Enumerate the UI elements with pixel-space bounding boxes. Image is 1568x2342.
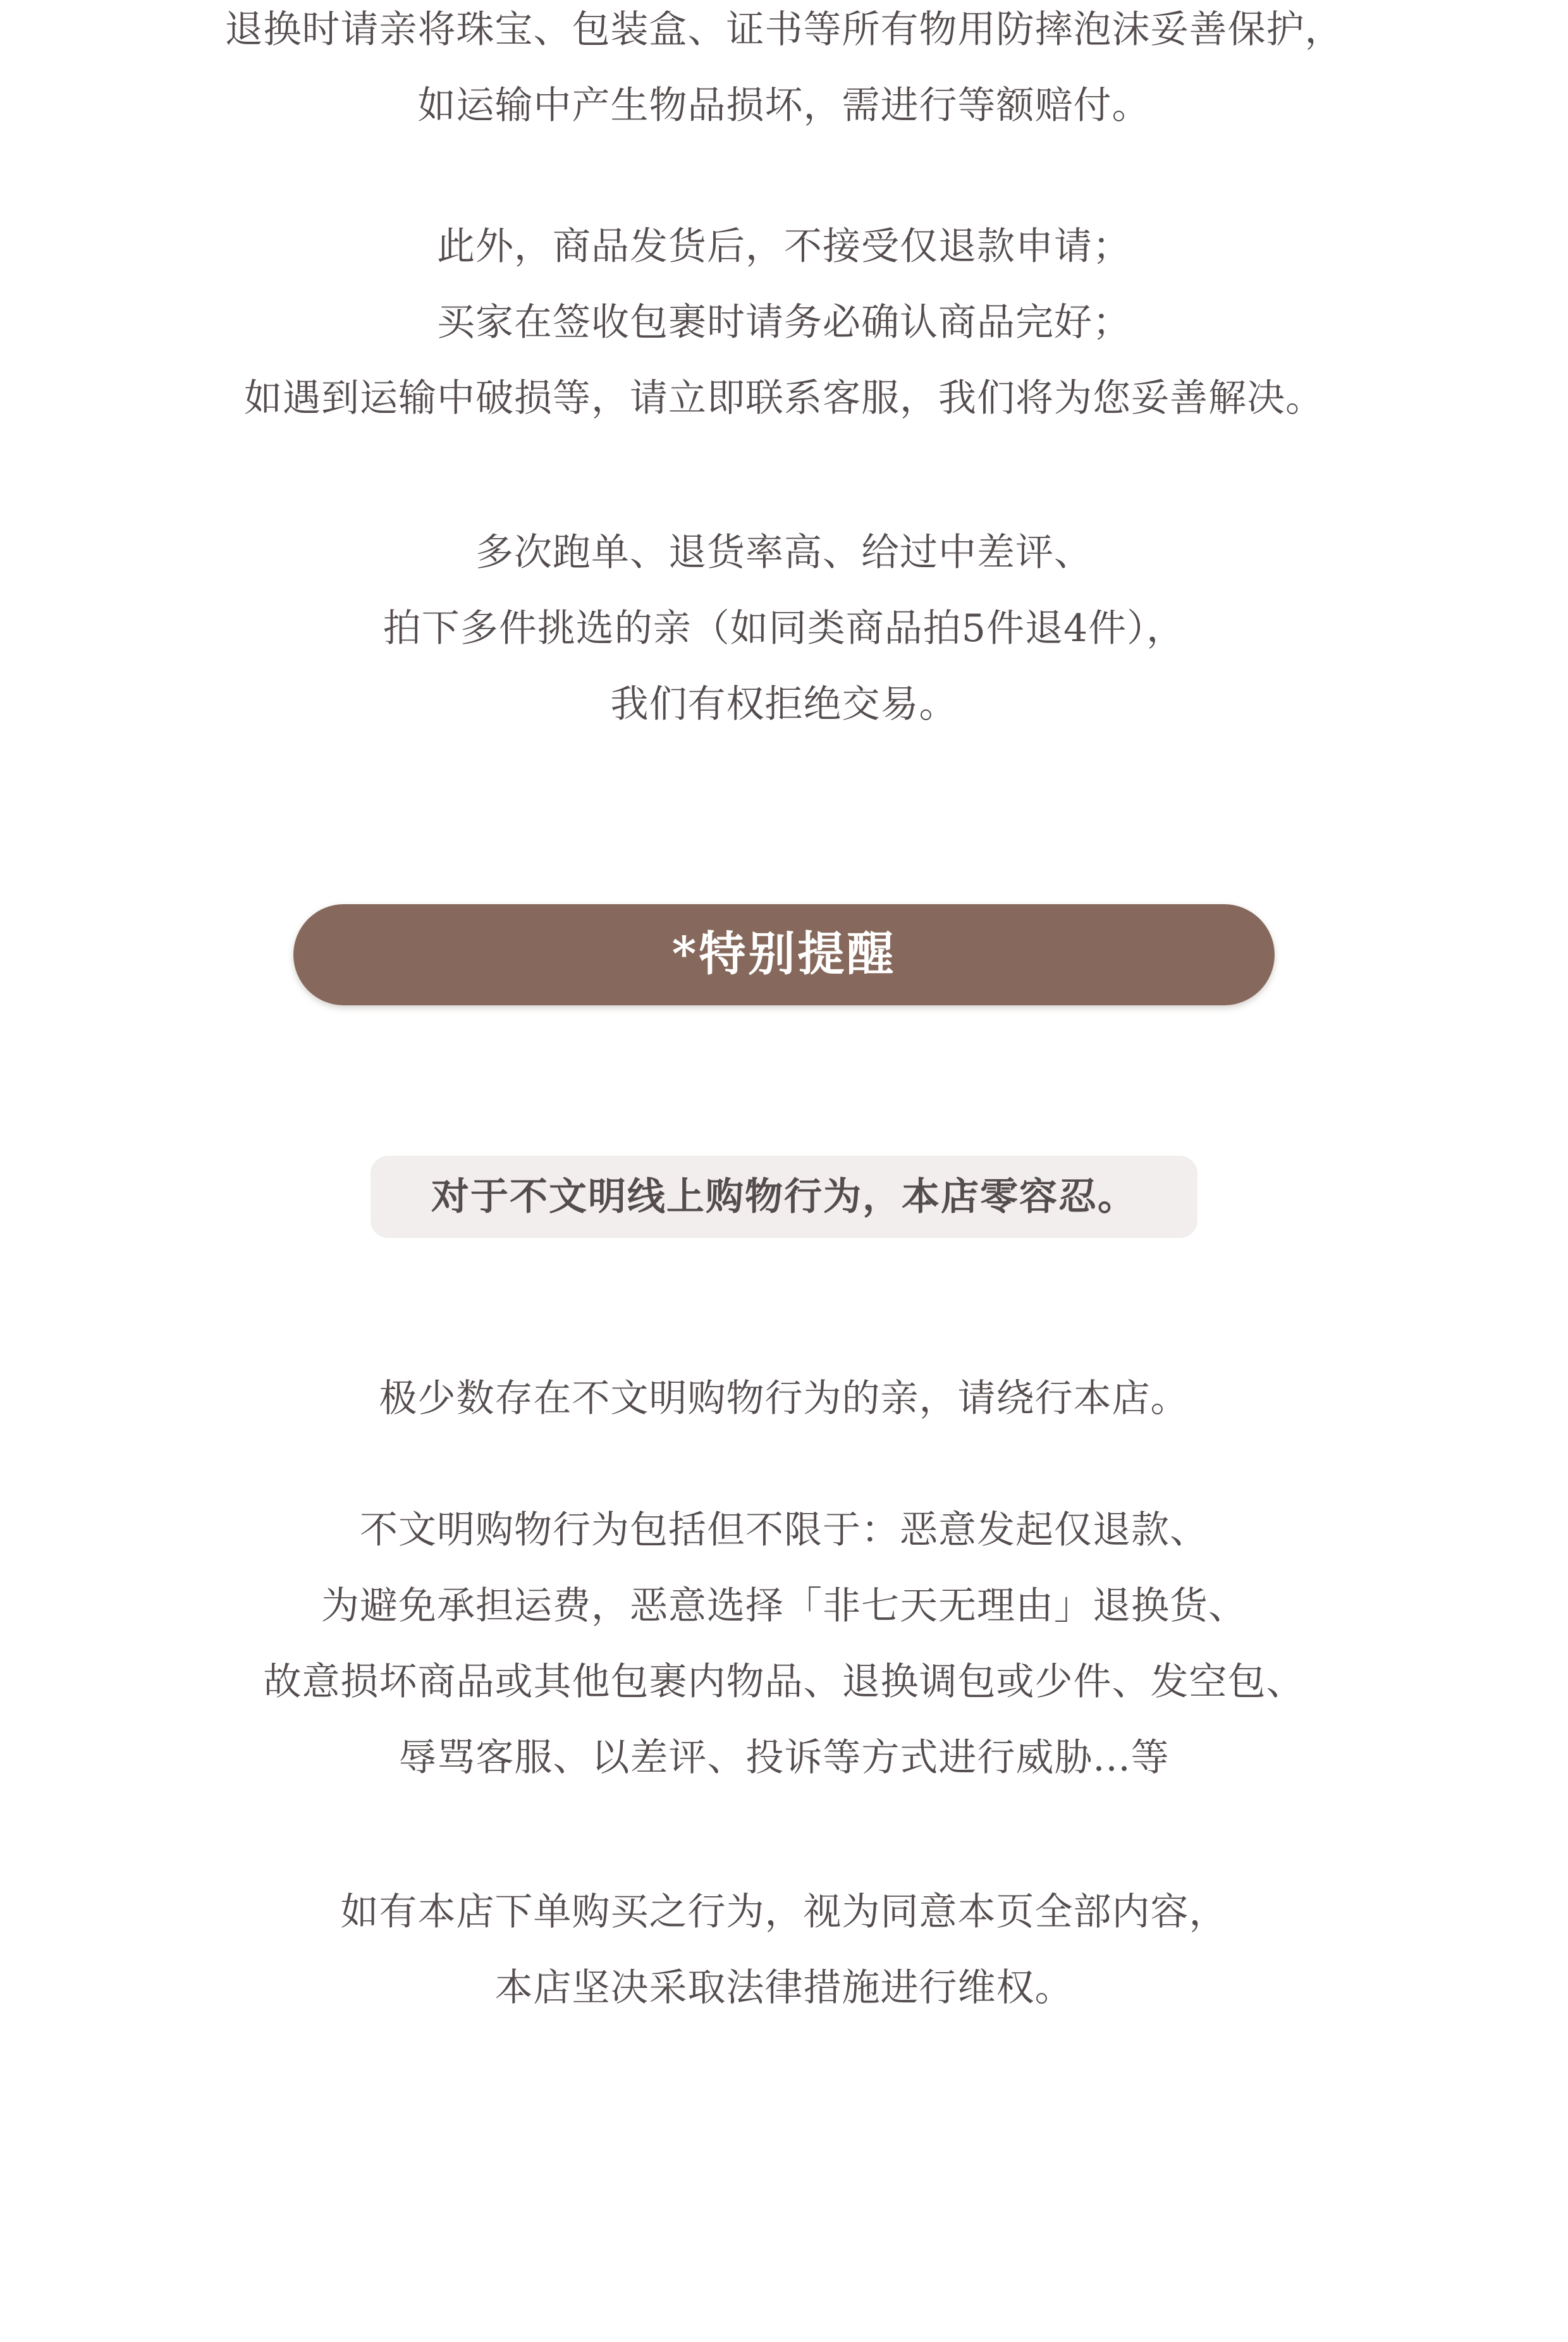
policy-line: 辱骂客服、以差评、投诉等方式进行威胁...等: [398, 1736, 1170, 1780]
avoid-store-notice: [0, 1361, 1568, 1437]
policy-line: 故意损坏商品或其他包裹内物品、退换调包或少件、发空包、: [263, 1660, 1305, 1704]
zero-tolerance-highlight: 对于不文明线上购物行为，本店零容忍。: [371, 1156, 1197, 1238]
zero-tolerance-row: [0, 1156, 1568, 1238]
uncivilized-behavior-list: [0, 1492, 1568, 1796]
return-packing-notice: [0, 0, 1568, 144]
policy-line: 买家在签收包裹时请务必确认商品完好；: [437, 300, 1131, 345]
refusal-of-service-notice: [0, 515, 1568, 742]
shipping-damage-notice: [0, 209, 1568, 436]
policy-line: 多次跑单、退货率高、给过中差评、: [475, 530, 1093, 575]
policy-line: 拍下多件挑选的亲（如同类商品拍5件退4件），: [383, 606, 1185, 651]
policy-line: 本店坚决采取法律措施进行维权。: [494, 1966, 1074, 2010]
policy-line: 此外，商品发货后，不接受仅退款申请；: [437, 224, 1131, 269]
special-reminder-badge: *特别提醒: [293, 904, 1275, 1005]
policy-line: 我们有权拒绝交易。: [610, 682, 958, 727]
policy-line: 如运输中产生物品损坏，需进行等额赔付。: [417, 83, 1151, 128]
policy-line: 不文明购物行为包括但不限于：恶意发起仅退款、: [360, 1508, 1208, 1552]
legal-action-notice: [0, 1874, 1568, 2026]
policy-line: 为避免承担运费，恶意选择「非七天无理由」退换货、: [321, 1584, 1247, 1628]
policy-line: 如遇到运输中破损等，请立即联系客服，我们将为您妥善解决。: [244, 376, 1324, 420]
policy-line: 退换时请亲将珠宝、包装盒、证书等所有物用防摔泡沫妥善保护，: [224, 8, 1344, 52]
policy-line: 如有本店下单购买之行为，视为同意本页全部内容，: [340, 1890, 1228, 1934]
policy-line: 极少数存在不文明购物行为的亲，请绕行本店。: [379, 1376, 1189, 1421]
